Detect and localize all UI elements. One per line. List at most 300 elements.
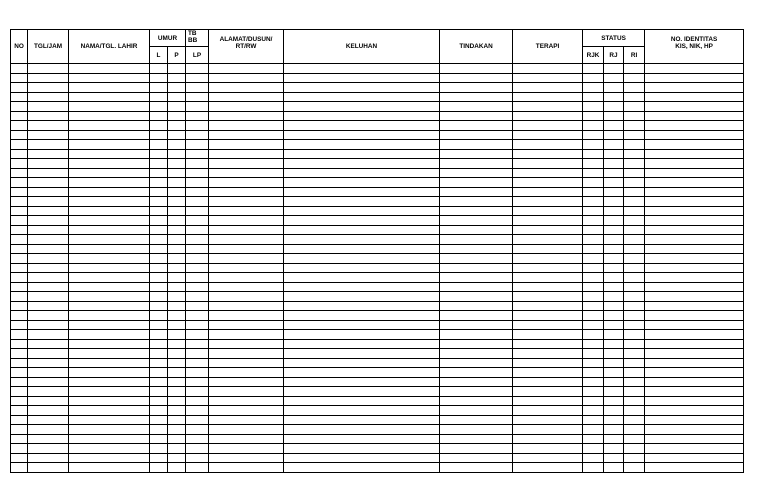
table-cell — [284, 339, 440, 349]
table-cell — [513, 244, 583, 254]
table-cell — [604, 349, 624, 359]
table-cell — [69, 282, 150, 292]
table-cell — [624, 83, 645, 93]
table-cell — [150, 444, 168, 454]
table-cell — [11, 320, 28, 330]
table-cell — [624, 311, 645, 321]
table-cell — [645, 453, 744, 463]
table-cell — [645, 73, 744, 83]
table-cell — [69, 64, 150, 74]
table-cell — [513, 235, 583, 245]
table-cell — [624, 425, 645, 435]
table-cell — [583, 349, 604, 359]
table-cell — [186, 368, 209, 378]
table-row — [11, 444, 744, 454]
table-cell — [69, 254, 150, 264]
table-cell — [604, 444, 624, 454]
table-row — [11, 273, 744, 283]
table-cell — [513, 263, 583, 273]
table-cell — [168, 244, 186, 254]
table-row — [11, 311, 744, 321]
table-row — [11, 235, 744, 245]
table-cell — [604, 453, 624, 463]
table-cell — [624, 292, 645, 302]
header-lp: LP — [186, 47, 209, 64]
table-cell — [186, 358, 209, 368]
table-cell — [150, 368, 168, 378]
table-cell — [69, 102, 150, 112]
table-cell — [209, 187, 284, 197]
table-cell — [440, 168, 513, 178]
table-cell — [150, 140, 168, 150]
table-cell — [645, 149, 744, 159]
table-cell — [150, 225, 168, 235]
table-cell — [150, 396, 168, 406]
table-cell — [604, 282, 624, 292]
table-cell — [209, 358, 284, 368]
table-cell — [186, 178, 209, 188]
table-cell — [150, 292, 168, 302]
table-cell — [168, 159, 186, 169]
table-cell — [28, 387, 69, 397]
table-cell — [583, 64, 604, 74]
table-cell — [284, 235, 440, 245]
table-cell — [168, 415, 186, 425]
table-cell — [583, 216, 604, 226]
table-cell — [604, 387, 624, 397]
table-cell — [645, 387, 744, 397]
table-cell — [284, 311, 440, 321]
table-cell — [284, 140, 440, 150]
table-cell — [583, 225, 604, 235]
table-cell — [150, 377, 168, 387]
table-cell — [645, 64, 744, 74]
table-cell — [150, 463, 168, 473]
table-cell — [513, 187, 583, 197]
table-row — [11, 64, 744, 74]
table-cell — [186, 330, 209, 340]
table-cell — [150, 273, 168, 283]
table-cell — [28, 111, 69, 121]
table-cell — [604, 358, 624, 368]
table-cell — [284, 92, 440, 102]
header-tgl-jam: TGL/JAM — [28, 30, 69, 64]
table-cell — [209, 102, 284, 112]
table-cell — [69, 206, 150, 216]
table-cell — [11, 178, 28, 188]
table-cell — [284, 368, 440, 378]
table-cell — [624, 330, 645, 340]
table-cell — [28, 83, 69, 93]
table-cell — [69, 197, 150, 207]
table-cell — [186, 453, 209, 463]
table-cell — [583, 453, 604, 463]
table-row — [11, 368, 744, 378]
table-cell — [624, 453, 645, 463]
table-cell — [284, 159, 440, 169]
table-cell — [513, 159, 583, 169]
table-cell — [28, 282, 69, 292]
table-cell — [645, 282, 744, 292]
table-cell — [284, 349, 440, 359]
table-cell — [645, 225, 744, 235]
table-cell — [11, 377, 28, 387]
table-cell — [645, 444, 744, 454]
table-cell — [150, 406, 168, 416]
table-cell — [11, 330, 28, 340]
table-row — [11, 140, 744, 150]
table-cell — [11, 387, 28, 397]
table-cell — [284, 130, 440, 140]
table-cell — [209, 320, 284, 330]
table-cell — [69, 92, 150, 102]
table-cell — [69, 168, 150, 178]
table-cell — [604, 235, 624, 245]
table-cell — [284, 377, 440, 387]
table-cell — [69, 216, 150, 226]
table-cell — [440, 444, 513, 454]
table-cell — [604, 225, 624, 235]
table-cell — [583, 311, 604, 321]
table-cell — [604, 64, 624, 74]
table-row — [11, 73, 744, 83]
header-status-rjk: RJK — [583, 47, 604, 64]
table-cell — [624, 159, 645, 169]
table-cell — [28, 301, 69, 311]
table-cell — [284, 463, 440, 473]
table-cell — [440, 396, 513, 406]
table-cell — [150, 339, 168, 349]
table-cell — [513, 168, 583, 178]
table-cell — [69, 387, 150, 397]
table-cell — [186, 235, 209, 245]
table-cell — [513, 330, 583, 340]
table-cell — [28, 425, 69, 435]
table-cell — [11, 64, 28, 74]
table-cell — [186, 263, 209, 273]
table-cell — [69, 263, 150, 273]
table-cell — [11, 216, 28, 226]
table-cell — [583, 254, 604, 264]
table-cell — [209, 444, 284, 454]
table-cell — [513, 225, 583, 235]
table-cell — [604, 301, 624, 311]
table-cell — [624, 358, 645, 368]
table-cell — [28, 168, 69, 178]
table-cell — [186, 311, 209, 321]
table-cell — [645, 301, 744, 311]
table-cell — [28, 206, 69, 216]
table-cell — [209, 83, 284, 93]
table-cell — [645, 197, 744, 207]
table-cell — [11, 396, 28, 406]
table-cell — [11, 311, 28, 321]
table-cell — [583, 168, 604, 178]
table-cell — [186, 425, 209, 435]
table-cell — [284, 102, 440, 112]
table-cell — [150, 121, 168, 131]
table-cell — [440, 92, 513, 102]
table-cell — [186, 320, 209, 330]
table-cell — [440, 292, 513, 302]
table-cell — [604, 168, 624, 178]
table-cell — [284, 197, 440, 207]
table-cell — [604, 311, 624, 321]
table-cell — [440, 73, 513, 83]
table-row — [11, 187, 744, 197]
table-cell — [604, 92, 624, 102]
table-row — [11, 92, 744, 102]
table-cell — [440, 415, 513, 425]
table-cell — [209, 244, 284, 254]
header-umur-l: L — [150, 47, 168, 64]
table-cell — [150, 263, 168, 273]
table-cell — [69, 159, 150, 169]
table-cell — [209, 463, 284, 473]
table-cell — [624, 206, 645, 216]
table-cell — [645, 406, 744, 416]
header-tindakan: TINDAKAN — [440, 30, 513, 64]
table-cell — [583, 387, 604, 397]
table-cell — [168, 368, 186, 378]
table-cell — [69, 358, 150, 368]
table-cell — [11, 444, 28, 454]
table-cell — [624, 244, 645, 254]
table-cell — [168, 320, 186, 330]
table-cell — [150, 311, 168, 321]
table-cell — [645, 83, 744, 93]
table-cell — [583, 149, 604, 159]
table-cell — [168, 235, 186, 245]
table-cell — [624, 377, 645, 387]
table-cell — [513, 387, 583, 397]
table-cell — [624, 463, 645, 473]
table-cell — [284, 320, 440, 330]
table-cell — [645, 140, 744, 150]
table-cell — [186, 159, 209, 169]
table-cell — [168, 64, 186, 74]
table-cell — [186, 292, 209, 302]
table-cell — [186, 415, 209, 425]
header-umur-p: P — [168, 47, 186, 64]
table-cell — [583, 396, 604, 406]
table-cell — [168, 187, 186, 197]
table-cell — [168, 168, 186, 178]
table-cell — [624, 301, 645, 311]
table-cell — [284, 444, 440, 454]
table-cell — [440, 453, 513, 463]
table-cell — [440, 149, 513, 159]
header-row-1 — [11, 30, 744, 47]
table-cell — [168, 216, 186, 226]
table-cell — [28, 254, 69, 264]
table-cell — [209, 368, 284, 378]
table-cell — [186, 83, 209, 93]
table-cell — [583, 244, 604, 254]
table-cell — [440, 282, 513, 292]
table-cell — [583, 415, 604, 425]
table-cell — [11, 254, 28, 264]
table-cell — [186, 92, 209, 102]
table-cell — [209, 453, 284, 463]
table-row — [11, 244, 744, 254]
table-cell — [168, 130, 186, 140]
table-cell — [28, 311, 69, 321]
table-cell — [440, 197, 513, 207]
table-cell — [440, 330, 513, 340]
table-cell — [604, 130, 624, 140]
table-cell — [645, 292, 744, 302]
table-cell — [11, 225, 28, 235]
table-cell — [624, 225, 645, 235]
table-cell — [209, 273, 284, 283]
table-row — [11, 178, 744, 188]
table-cell — [69, 83, 150, 93]
table-cell — [186, 387, 209, 397]
table-cell — [168, 254, 186, 264]
table-cell — [11, 149, 28, 159]
table-cell — [440, 140, 513, 150]
table-cell — [11, 159, 28, 169]
table-cell — [11, 92, 28, 102]
header-alamat-line1: ALAMAT/DUSUN/ — [219, 36, 273, 43]
table-cell — [28, 396, 69, 406]
table-cell — [645, 102, 744, 112]
table-cell — [28, 339, 69, 349]
table-cell — [11, 140, 28, 150]
table-cell — [583, 130, 604, 140]
table-cell — [69, 406, 150, 416]
table-cell — [150, 187, 168, 197]
table-cell — [645, 159, 744, 169]
header-identitas-line2: KIS, NIK, HP — [675, 43, 713, 50]
table-cell — [150, 168, 168, 178]
table-cell — [186, 197, 209, 207]
table-cell — [513, 130, 583, 140]
table-cell — [186, 396, 209, 406]
table-cell — [28, 368, 69, 378]
table-cell — [645, 206, 744, 216]
table-cell — [168, 463, 186, 473]
table-cell — [11, 263, 28, 273]
table-cell — [624, 235, 645, 245]
table-cell — [583, 406, 604, 416]
table-cell — [440, 225, 513, 235]
table-cell — [150, 434, 168, 444]
table-cell — [645, 178, 744, 188]
table-cell — [209, 111, 284, 121]
table-cell — [604, 377, 624, 387]
table-cell — [11, 111, 28, 121]
table-cell — [209, 140, 284, 150]
table-cell — [645, 130, 744, 140]
table-cell — [186, 111, 209, 121]
table-cell — [11, 358, 28, 368]
table-cell — [284, 453, 440, 463]
table-cell — [186, 140, 209, 150]
table-cell — [28, 92, 69, 102]
table-cell — [209, 301, 284, 311]
table-row — [11, 415, 744, 425]
table-cell — [645, 339, 744, 349]
table-cell — [604, 263, 624, 273]
table-cell — [209, 92, 284, 102]
table-cell — [168, 102, 186, 112]
table-cell — [513, 339, 583, 349]
table-cell — [284, 387, 440, 397]
table-cell — [11, 463, 28, 473]
table-row — [11, 130, 744, 140]
table-cell — [168, 434, 186, 444]
table-cell — [513, 273, 583, 283]
table-cell — [186, 244, 209, 254]
header-alamat-line2: RT/RW — [235, 43, 257, 50]
table-cell — [150, 64, 168, 74]
table-cell — [583, 301, 604, 311]
table-cell — [186, 254, 209, 264]
table-cell — [604, 320, 624, 330]
table-cell — [28, 358, 69, 368]
table-cell — [284, 83, 440, 93]
table-cell — [440, 358, 513, 368]
table-cell — [604, 254, 624, 264]
table-cell — [209, 225, 284, 235]
table-cell — [645, 121, 744, 131]
table-cell — [583, 377, 604, 387]
header-no: NO — [11, 30, 28, 64]
table-cell — [583, 111, 604, 121]
table-cell — [28, 292, 69, 302]
table-cell — [645, 216, 744, 226]
table-cell — [186, 216, 209, 226]
table-cell — [513, 92, 583, 102]
table-cell — [11, 130, 28, 140]
table-cell — [11, 368, 28, 378]
table-cell — [440, 434, 513, 444]
table-cell — [28, 225, 69, 235]
table-cell — [168, 197, 186, 207]
table-cell — [69, 444, 150, 454]
table-cell — [168, 149, 186, 159]
table-cell — [583, 282, 604, 292]
table-cell — [284, 216, 440, 226]
table-row — [11, 434, 744, 444]
table-cell — [604, 330, 624, 340]
table-cell — [168, 282, 186, 292]
table-cell — [11, 121, 28, 131]
table-cell — [11, 73, 28, 83]
table-cell — [624, 121, 645, 131]
table-cell — [440, 121, 513, 131]
table-cell — [28, 73, 69, 83]
table-cell — [186, 168, 209, 178]
table-cell — [440, 425, 513, 435]
table-cell — [28, 349, 69, 359]
table-cell — [604, 206, 624, 216]
table-cell — [186, 149, 209, 159]
table-cell — [168, 330, 186, 340]
table-cell — [69, 349, 150, 359]
table-cell — [513, 349, 583, 359]
table-cell — [150, 282, 168, 292]
table-cell — [209, 216, 284, 226]
table-cell — [209, 415, 284, 425]
table-cell — [513, 83, 583, 93]
table-cell — [209, 130, 284, 140]
table-cell — [186, 434, 209, 444]
table-cell — [440, 178, 513, 188]
table-cell — [11, 244, 28, 254]
